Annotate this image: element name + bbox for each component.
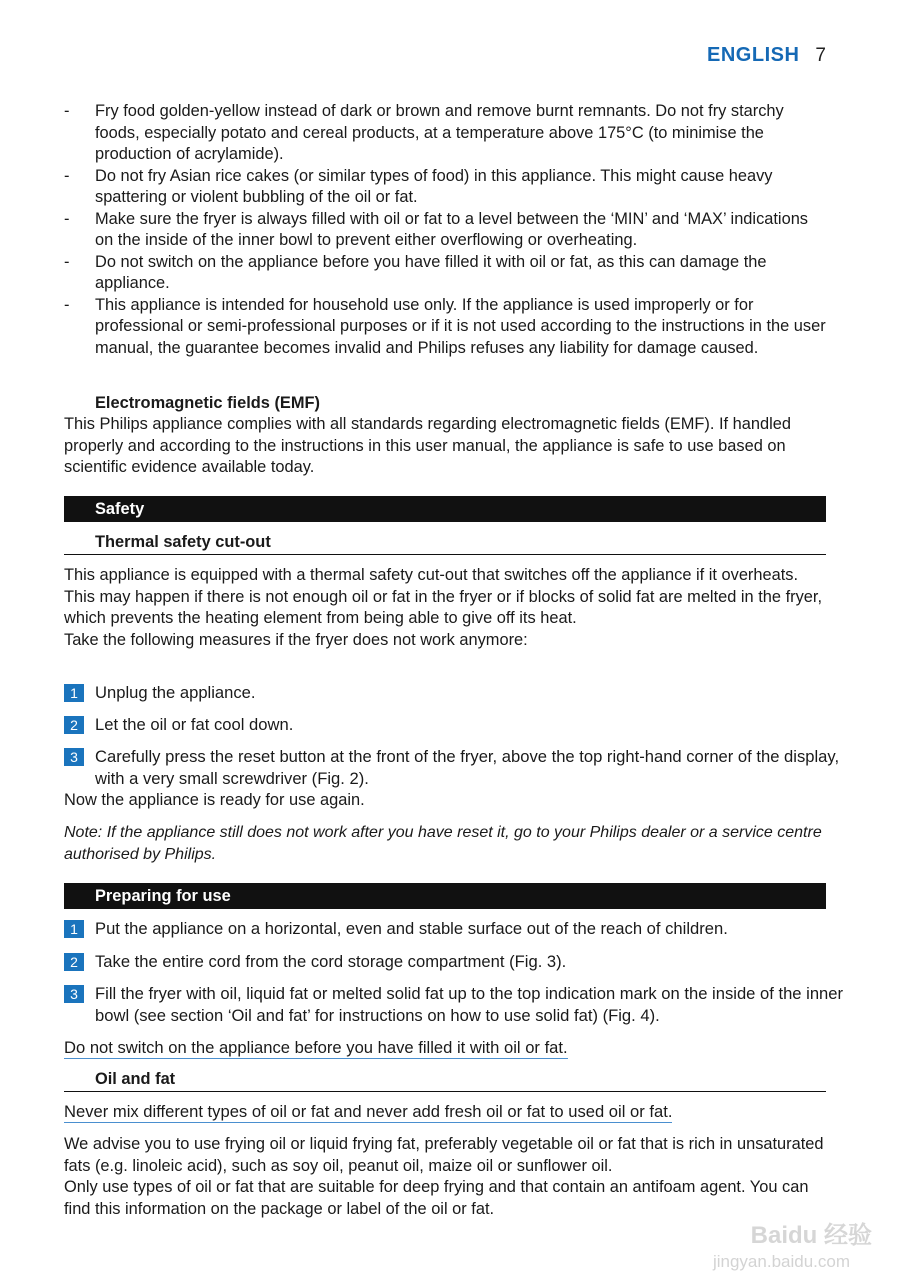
step-number: 2 (64, 953, 84, 971)
emf-text: This Philips appliance complies with all standards regarding electromagnetic fields (EMF). If handled properly and according to the instructions in this user manual, the appliance is safe to use based on scientific evidence available today. (64, 415, 791, 476)
ready-text: Now the appliance is ready for use again. (64, 791, 365, 809)
safety-paragraphs (64, 565, 824, 651)
safety-para-2: This may happen if there is not enough oil or fat in the fryer or if blocks of solid fat are melted in the fryer, which prevents the heating element from being able to give off its heat. (64, 587, 822, 627)
section-preparing: Preparing for use (64, 883, 826, 909)
section-safety: Safety (64, 496, 826, 522)
list-item: - Do not fry Asian rice cakes (or similar types of food) in this appliance. This might cause heavy spattering or violent bubbling of the oil or fat. (64, 166, 773, 206)
list-item: - Make sure the fryer is always filled with oil or fat to a level between the ‘MIN’ and ‘MAX’ indications on the inside of the inner bowl to prevent either overflowing or overheating. (64, 209, 809, 249)
oil-para-2: Only use types of oil or fat that are suitable for deep frying and that contain an antifoam agent. You can find this information on the package or label of the oil or fat. (64, 1178, 809, 1218)
list-item: - Fry food golden-yellow instead of dark or brown and remove burnt remnants. Do not fry starchy foods, especially potato and cereal products, at a temperature above 175°C (to minimise the production of acrylamide). (64, 102, 784, 163)
document-page (64, 0, 844, 1280)
list-item: - Do not switch on the appliance before you have filled it with oil or fat, as this can damage the appliance. (64, 252, 767, 292)
step-number: 1 (64, 920, 84, 938)
step-number: 2 (64, 716, 84, 734)
thermal-cutout-heading: Thermal safety cut-out (64, 532, 826, 555)
step-number: 1 (64, 684, 84, 702)
watermark-logo: Baidu 经验 (750, 1222, 872, 1249)
oil-warning: Never mix different types of oil or fat and never add fresh oil or fat to used oil or fat. (64, 1102, 673, 1121)
safety-para-1: This appliance is equipped with a thermal safety cut-out that switches off the appliance if it overheats. (64, 566, 799, 584)
prep-warning: Do not switch on the appliance before you have filled it with oil or fat. (64, 1038, 568, 1057)
safety-para-3: Take the following measures if the fryer does not work anymore: (64, 630, 528, 649)
oil-para-1: We advise you to use frying oil or liquid frying fat, preferably vegetable oil or fat that is rich in unsaturated fats (e.g. linoleic acid), such as soy oil, peanut oil, maize oil or sunflower oil. (64, 1135, 824, 1175)
prep-step-2: 2 Take the entire cord from the cord storage compartment (Fig. 3). (64, 951, 860, 973)
emf-heading: Electromagnetic fields (EMF) (95, 394, 320, 412)
oil-paragraphs (64, 1134, 824, 1220)
prep-step-3: 3 Fill the fryer with oil, liquid fat or melted solid fat up to the top indication mark on the inside of the inner bowl (see section ‘Oil and fat’ for instructions on how to use solid fat) (Fig. 4). (64, 983, 860, 1026)
safety-step-2: 2 Let the oil or fat cool down. (64, 714, 860, 736)
note-text: Note: If the appliance still does not work after you have reset it, go to your Philips dealer or a service centre authorised by Philips. (64, 824, 822, 863)
safety-step-1: 1 Unplug the appliance. (64, 682, 860, 704)
page-header (707, 44, 826, 67)
language-label: ENGLISH (707, 44, 800, 66)
list-item: - This appliance is intended for household use only. If the appliance is used improperly or for professional or semi-professional purposes or if it is not used according to the instructions in the user manual, the guarantee becomes invalid and Philips refuses any liability for damage caused. (64, 295, 826, 357)
step-number: 3 (64, 748, 84, 766)
oil-fat-heading: Oil and fat (64, 1069, 826, 1092)
safety-step-3: 3 Carefully press the reset button at the front of the fryer, above the top right-hand corner of the display, with a very small screwdriver (Fig. 2). (64, 746, 860, 789)
prep-step-1: 1 Put the appliance on a horizontal, even and stable surface out of the reach of children. (64, 918, 860, 940)
step-number: 3 (64, 985, 84, 1003)
warning-list (64, 101, 829, 359)
page-number: 7 (815, 45, 826, 66)
watermark-url: jingyan.baidu.com (712, 1252, 850, 1271)
